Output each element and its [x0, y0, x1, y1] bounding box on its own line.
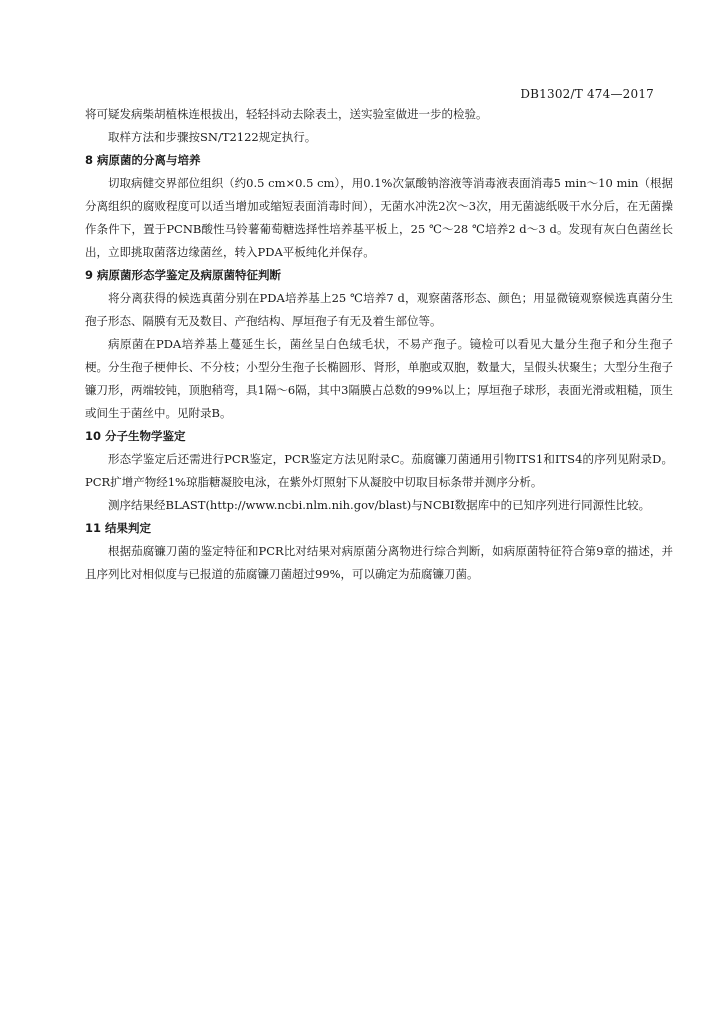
section-10-paragraph-1: 形态学鉴定后还需进行PCR鉴定，PCR鉴定方法见附录C。茄腐镰刀菌通用引物ITS1和ITS4的序列见附录D。PCR扩增产物经1%琼脂糖凝胶电泳，在紫外灯照射下从凝胶中切取目标条带并测序分析。: [85, 452, 673, 489]
section-9-paragraph-1: 将分离获得的候选真菌分别在PDA培养基上25 ℃培养7 d，观察菌落形态、颜色；用显微镜观察候选真菌分生孢子形态、隔膜有无及数目、产孢结构、厚垣孢子有无及着生部位等。: [85, 291, 673, 328]
section-11-paragraph: 根据茄腐镰刀菌的鉴定特征和PCR比对结果对病原菌分离物进行综合判断，如病原菌特征符合第9章的描述，并且序列比对相似度与已报道的茄腐镰刀菌超过99%，可以确定为茄腐镰刀菌。: [85, 544, 673, 581]
section-11-title: 11 结果判定: [85, 521, 152, 535]
paragraph-sampling: 取样方法和步骤按SN/T2122规定执行。: [108, 130, 317, 144]
section-8-paragraph: 切取病健交界部位组织（约0.5 cm×0.5 cm），用0.1%次氯酸钠溶液等消毒液表面消毒5 min～10 min（根据分离组织的腐败程度可以适当增加或缩短表面消毒时间），无菌水冲洗2次～3次，用无菌滤纸吸干水分后，在无菌操作条件下，置于PCNB酸性马铃薯葡萄糖选择性培养基平板上，25 ℃～28 ℃培养2 d～3 d。发现有灰白色菌丝长出，立即挑取菌落边缘菌丝，转入PDA平板纯化并保存。: [85, 176, 673, 259]
section-8-title: 8 病原菌的分离与培养: [85, 153, 201, 167]
section-9-title: 9 病原菌形态学鉴定及病原菌特征判断: [85, 268, 282, 282]
section-9-paragraph-2: 病原菌在PDA培养基上蔓延生长，菌丝呈白色绒毛状，不易产孢子。镜检可以看见大量分生孢子和分生孢子梗。分生孢子梗伸长、不分枝；小型分生孢子长椭圆形、肾形，单胞或双胞，数量大，呈假头状聚生；大型分生孢子镰刀形，两端较钝，顶胞稍弯，具1隔～6隔，其中3隔膜占总数的99%以上；厚垣孢子球形，表面光滑或粗糙，顶生或间生于菌丝中。见附录B。: [85, 337, 674, 420]
section-10-title: 10 分子生物学鉴定: [85, 429, 186, 443]
document-code: DB1302/T 474—2017: [520, 87, 654, 101]
paragraph-continued: 将可疑发病柴胡植株连根拔出，轻轻抖动去除表土，送实验室做进一步的检验。: [85, 107, 488, 121]
document-body: [85, 103, 673, 586]
section-10-paragraph-2: 测序结果经BLAST(http://www.ncbi.nlm.nih.gov/blast)与NCBI数据库中的已知序列进行同源性比较。: [108, 498, 651, 512]
